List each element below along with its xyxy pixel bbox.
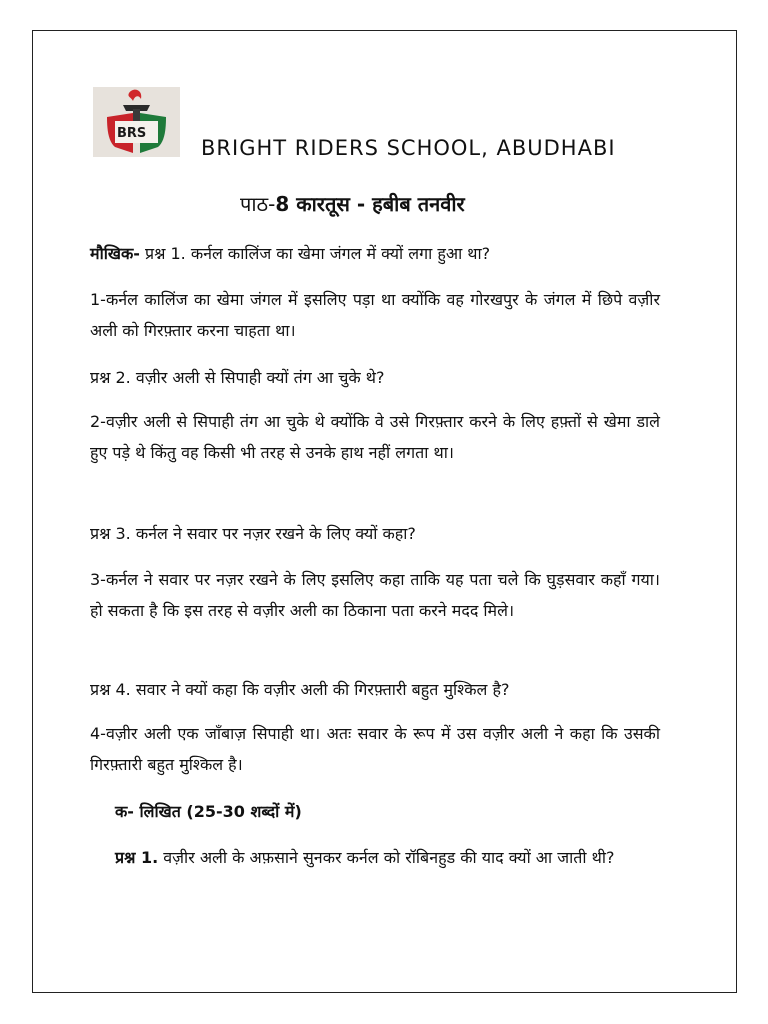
answer-1: 1-कर्नल कालिंज का खेमा जंगल में इसलिए पड़ा था क्योंकि वह गोरखपुर के जंगल में छिपे वज़ीर अली को गिरफ़्तार करना चाहता था। [90,290,660,340]
written-question-1 [115,842,660,873]
answer-2: 2-वज़ीर अली से सिपाही तंग आ चुके थे क्योंकि वे उसे गिरफ़्तार करने के लिए हफ़्तों से खेमा डाले हुए पड़े थे किंतु वह किसी भी तरह से उनके हाथ नहीं लगता था। [90,412,660,462]
oral-question-1 [90,242,490,264]
logo-emblem-icon [93,87,180,157]
question-text: वज़ीर अली के अफ़साने सुनकर कर्नल को रॉबिनहुड की याद क्यों आ जाती थी? [158,848,615,867]
oral-question-2: प्रश्न 2. वज़ीर अली से सिपाही क्यों तंग आ चुके थे? [90,368,385,387]
written-section-heading: क- लिखित (25-30 शब्दों में) [115,802,302,821]
svg-text:BRS: BRS [117,126,147,141]
answer-3: 3-कर्नल ने सवार पर नज़र रखने के लिए इसलिए कहा ताकि यह पता चले कि घुड़सवार कहाँ गया। हो सकता है कि इस तरह से वज़ीर अली का ठिकाना पता करने मदद मिले। [90,570,660,620]
oral-label: मौखिक- [90,244,140,263]
school-name: BRIGHT RIDERS SCHOOL, ABUDHABI [201,136,616,160]
lesson-title [240,190,465,217]
question-text: प्रश्न 1. कर्नल कालिंज का खेमा जंगल में क्यों लगा हुआ था? [139,244,491,263]
school-logo [93,87,180,157]
answer-4: 4-वज़ीर अली एक जाँबाज़ सिपाही था। अतः सवार के रूप में उस वज़ीर अली ने कहा कि उसकी गिरफ़्तारी बहुत मुश्किल है। [90,724,660,774]
question-label: प्रश्न 1. [115,848,159,867]
oral-question-4: प्रश्न 4. सवार ने क्यों कहा कि वज़ीर अली की गिरफ़्तारी बहुत मुश्किल है? [90,680,510,699]
lesson-prefix: पाठ- [240,192,276,216]
lesson-name: 8 कारतूस - हबीब तनवीर [275,192,465,216]
oral-question-3: प्रश्न 3. कर्नल ने सवार पर नज़र रखने के लिए क्यों कहा? [90,524,416,543]
